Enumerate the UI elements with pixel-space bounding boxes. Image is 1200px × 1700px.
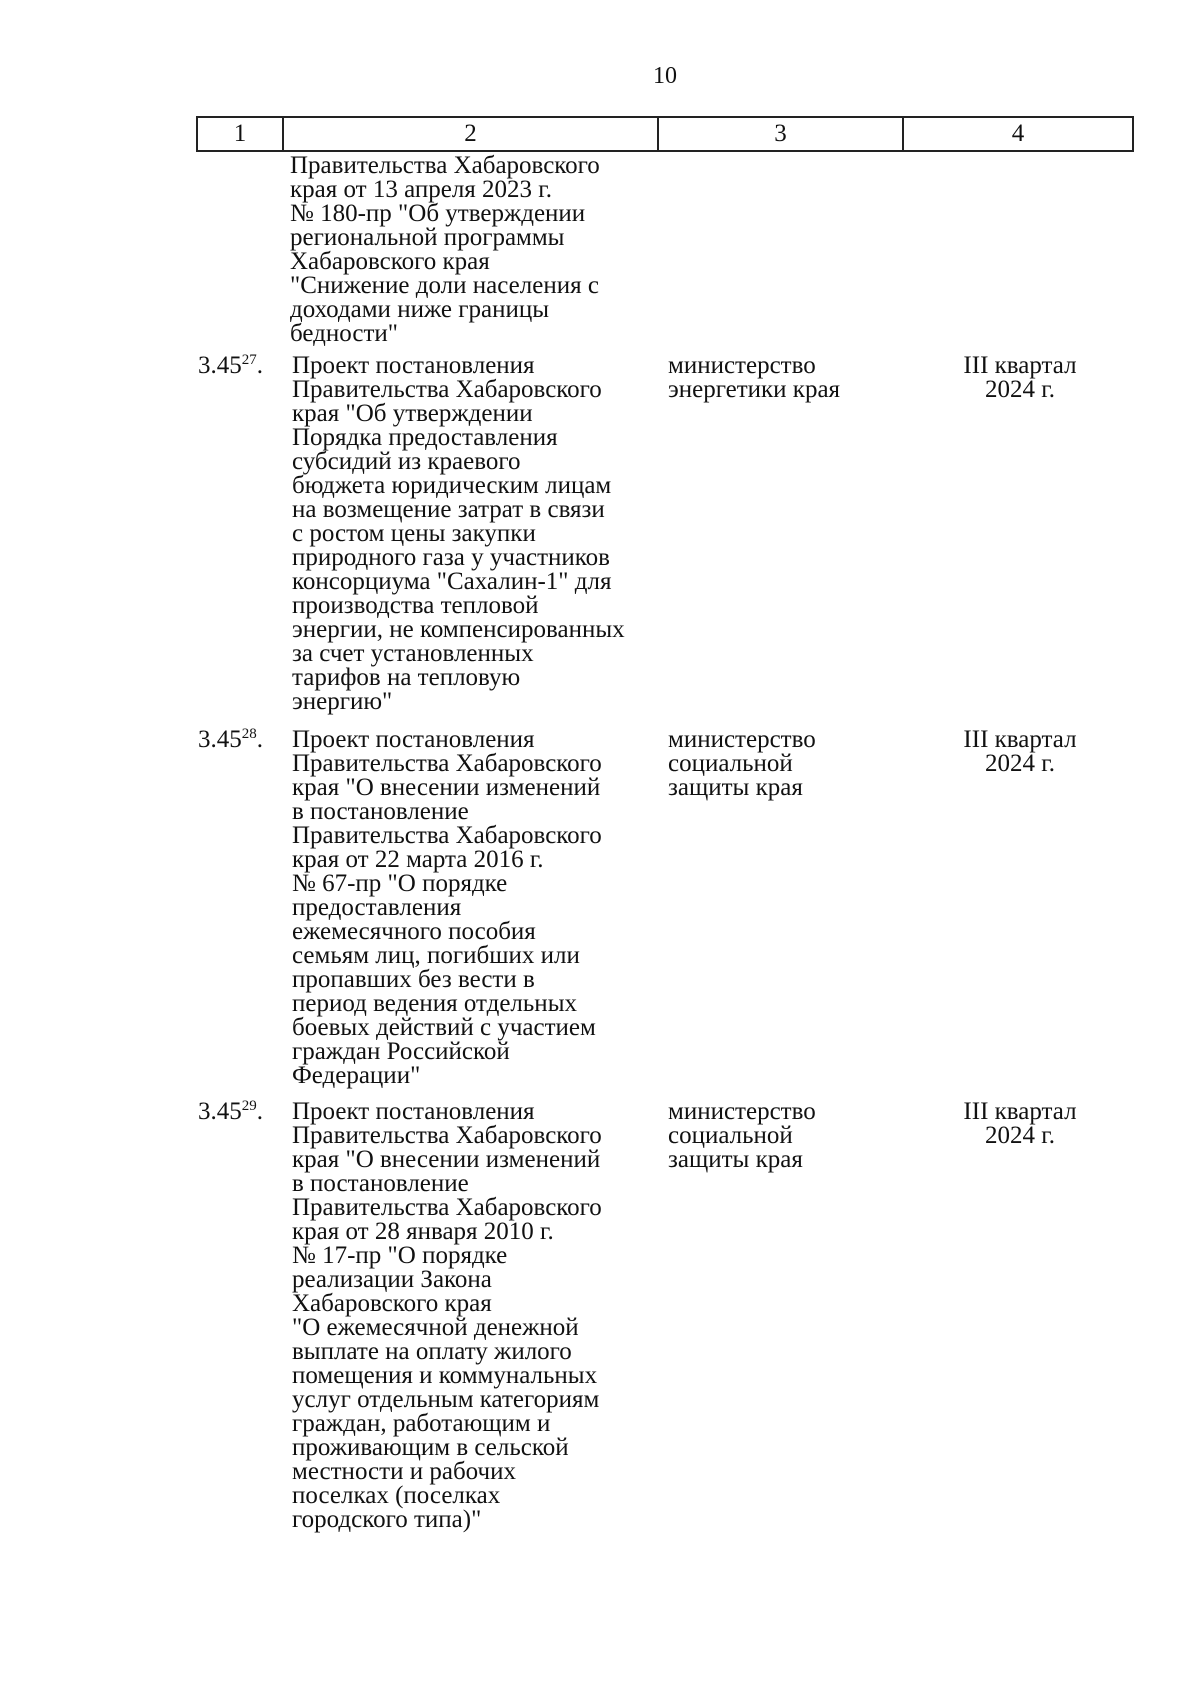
row-term: III квартал 2024 г.	[963, 726, 1077, 777]
row-number-base: 3.45	[198, 726, 242, 753]
row-responsible: министерство социальной защиты края	[668, 726, 816, 801]
row-number-sup: 27	[241, 352, 257, 368]
table-header-cell-1: 1	[233, 120, 247, 147]
row-term: III квартал 2024 г.	[963, 352, 1077, 403]
row-term: III квартал 2024 г.	[963, 1098, 1077, 1149]
row-number-tail: .	[256, 1098, 263, 1125]
row-number-tail: .	[256, 726, 263, 753]
row-number-base: 3.45	[198, 1098, 242, 1125]
row-number	[198, 354, 284, 378]
continued-description: Правительства Хабаровского края от 13 апреля 2023 г. № 180-пр "Об утверждении региональной программы Хабаровского края "Снижение доли населения с доходами ниже границы бедности"	[290, 152, 600, 347]
row-number-sup: 29	[241, 1098, 257, 1114]
table-header-cell-2: 2	[282, 118, 657, 150]
row-number-sup: 28	[241, 726, 257, 742]
table-header-cell-3: 3	[657, 118, 902, 150]
page-number: 10	[653, 63, 677, 89]
row-description: Проект постановления Правительства Хабаровского края "О внесении изменений в постановление Правительства Хабаровского края от 22 марта 2016 г. № 67-пр "О порядке предоставления ежемесячного пособия семьям лиц, погибших или пропавших без вести в период ведения отдельных боевых действий с участием граждан Российской Федерации"	[292, 726, 602, 1089]
row-number-tail: .	[256, 352, 263, 379]
row-number-base: 3.45	[198, 352, 242, 379]
row-responsible: министерство социальной защиты края	[668, 1098, 816, 1173]
row-description: Проект постановления Правительства Хабаровского края "Об утверждении Порядка предоставления субсидий из краевого бюджета юридическим лицам на возмещение затрат в связи с ростом цены закупки природного газа у участников консорциума "Сахалин-1" для производства тепловой энергии, не компенсированных за счет установленных тарифов на тепловую энергию"	[292, 352, 625, 715]
table-header-cell-4: 4	[902, 118, 1132, 150]
row-number	[198, 728, 284, 752]
table-header-row	[196, 116, 1134, 152]
row-description: Проект постановления Правительства Хабаровского края "О внесении изменений в постановление Правительства Хабаровского края от 28 января 2010 г. № 17-пр "О порядке реализации Закона Хабаровского края "О ежемесячной денежной выплате на оплату жилого помещения и коммунальных услуг отдельным категориям граждан, работающим и проживающим в сельской местности и рабочих поселках (поселках городского типа)"	[292, 1098, 602, 1533]
row-number	[198, 1100, 284, 1124]
row-responsible: министерство энергетики края	[668, 352, 841, 403]
